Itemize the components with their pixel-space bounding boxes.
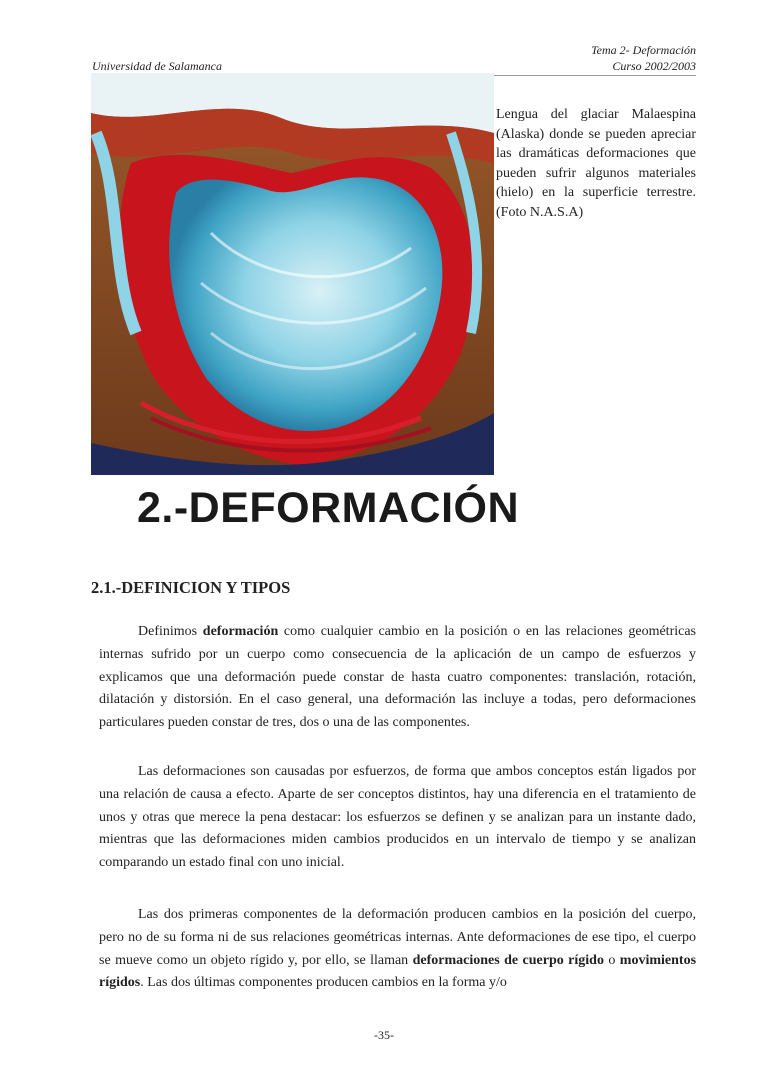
- paragraph-1-text-c: como cualquier cambio en la posición o en las relaciones geométricas internas sufrido por un cuerpo como consecuencia de la aplicación de un campo de esfuerzos y explicamos que una deformación puede constar de hasta cuatro componentes: translación, rotación, dilatación y distorsión. En el caso general, una deformación las incluye a todas, pero deformaciones particulares pueden constar de tres, dos o una de las componentes.: [99, 624, 696, 731]
- paragraph-3: [99, 904, 696, 995]
- paragraph-3-text-c: o: [603, 952, 620, 968]
- paragraph-3-text-e: . Las dos últimas componentes producen cambios en la forma y/o: [140, 975, 507, 991]
- glacier-image: [91, 73, 494, 475]
- header-institution: Universidad de Salamanca: [92, 59, 222, 73]
- paragraph-1: [99, 621, 696, 735]
- paragraph-3-term-1: deformaciones de cuerpo rígido: [412, 952, 604, 968]
- glacier-photo: [91, 73, 494, 475]
- paragraph-2-text: Las deformaciones son causadas por esfuerzos, de forma que ambos conceptos están ligados por una relación de causa a efecto. Aparte de ser conceptos distintos, hay una diferencia en el tratamiento de unos y otras que merece la pena destacar: los esfuerzos se definen y se analizan para un instante dado, mientras que las deformaciones miden cambios producidos en un intervalo de tiempo y se analizan comparando un estado final con uno inicial.: [99, 764, 696, 871]
- paragraph-2: [99, 761, 696, 875]
- page-number: -35-: [374, 1028, 394, 1042]
- chapter-title: 2.-DEFORMACIÓN: [137, 484, 520, 532]
- paragraph-3-term-2: movimientos rígidos: [99, 952, 697, 991]
- header-topic: [591, 42, 696, 74]
- section-title: 2.1.-DEFINICION Y TIPOS: [91, 578, 291, 597]
- paragraph-1-text-a: Definimos: [138, 624, 203, 639]
- figure-caption: Lengua del glaciar Malaespina (Alaska) donde se pueden apreciar las dramáticas deformaciones que pueden sufrir algunos materiales (hielo) en la superficie terrestre. (Foto N.A.S.A): [496, 107, 696, 220]
- paragraph-1-term: deformación: [202, 624, 279, 639]
- paragraph-3-text-a: Las dos primeras componentes de la deformación producen cambios en la posición del cuerpo, pero no de su forma ni de sus relaciones geométricas internas. Ante deformaciones de ese tipo, el cuerpo se mueve como un objeto rígido y, por ello, se llaman: [99, 907, 696, 968]
- header-topic-title: Tema 2- Deformación: [591, 43, 696, 57]
- header-course: Curso 2002/2003: [612, 59, 696, 73]
